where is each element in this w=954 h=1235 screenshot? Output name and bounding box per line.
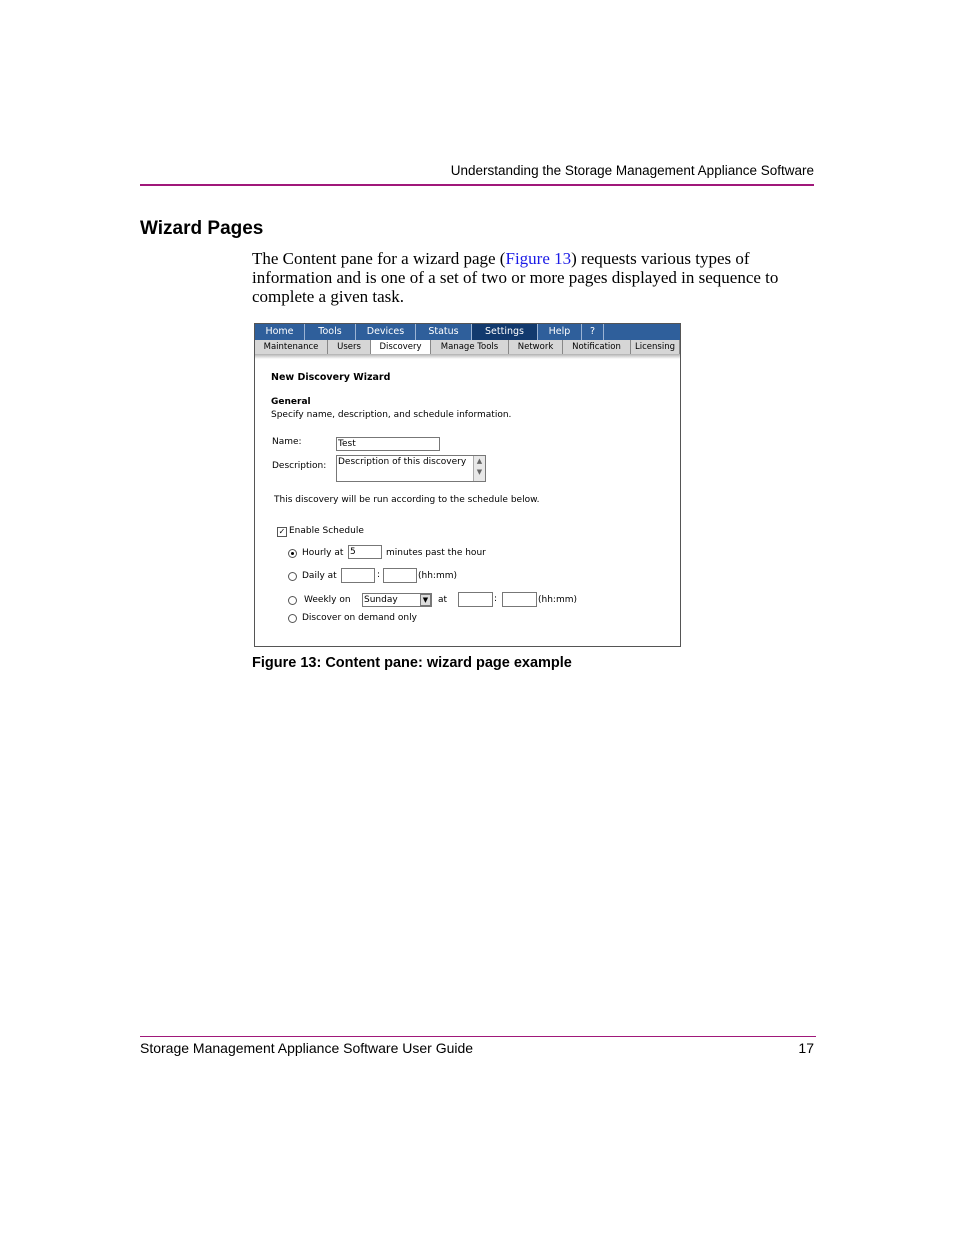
- weekly-day-value: Sunday: [364, 595, 398, 605]
- scroll-down-icon[interactable]: ▼: [476, 468, 483, 476]
- schedule-note: This discovery will be run according to the schedule below.: [274, 495, 540, 505]
- section-title: Wizard Pages: [140, 218, 264, 239]
- description-scrollbar[interactable]: [473, 456, 485, 481]
- figure-link[interactable]: Figure 13: [505, 249, 572, 268]
- figure-caption: Figure 13: Content pane: wizard page example: [252, 655, 572, 671]
- weekly-radio[interactable]: [288, 596, 297, 605]
- nav-settings[interactable]: Settings: [472, 324, 538, 340]
- body-paragraph: [252, 249, 812, 306]
- footer-title: Storage Management Appliance Software User Guide: [140, 1040, 474, 1056]
- daily-separator: :: [377, 570, 381, 580]
- hourly-label: Hourly at: [302, 548, 344, 558]
- hourly-minutes-input[interactable]: 5: [348, 545, 382, 559]
- enable-schedule-checkbox[interactable]: ✓: [278, 527, 286, 536]
- weekly-label: Weekly on: [304, 595, 351, 605]
- description-text: Description of this discovery: [338, 457, 467, 467]
- body-text-end: ) requests various types of information and is one of a set of two or more pages displayed in sequence to complete a given task.: [252, 249, 779, 306]
- daily-label: Daily at: [302, 571, 337, 581]
- tab-maintenance[interactable]: Maintenance: [255, 340, 328, 354]
- hourly-suffix: minutes past the hour: [386, 548, 486, 558]
- page-number: 17: [798, 1040, 814, 1056]
- secondary-nav: [255, 340, 680, 355]
- header-rule: [140, 184, 814, 186]
- wizard-title: New Discovery Wizard: [271, 372, 391, 383]
- tab-users[interactable]: Users: [328, 340, 371, 354]
- wizard-screenshot: [254, 323, 681, 647]
- body-text-start: The Content pane for a wizard page (: [252, 249, 506, 268]
- running-header: Understanding the Storage Management Appliance Software: [450, 163, 814, 178]
- tab-notification[interactable]: Notification: [563, 340, 631, 354]
- name-input[interactable]: Test: [336, 437, 440, 451]
- general-heading: General: [271, 397, 311, 407]
- primary-nav: [255, 324, 680, 340]
- nav-tools[interactable]: Tools: [305, 324, 356, 340]
- daily-hour-input[interactable]: [341, 568, 375, 583]
- chevron-down-icon[interactable]: ▼: [420, 594, 431, 606]
- description-textarea[interactable]: [336, 455, 486, 482]
- tab-licensing[interactable]: Licensing: [631, 340, 680, 354]
- nav-shadow: [255, 354, 680, 359]
- enable-schedule-label: Enable Schedule: [289, 526, 364, 536]
- nav-status[interactable]: Status: [416, 324, 472, 340]
- nav-about[interactable]: ?: [582, 324, 604, 340]
- nav-devices[interactable]: Devices: [356, 324, 416, 340]
- daily-radio[interactable]: [288, 572, 297, 581]
- footer-rule: [140, 1036, 816, 1037]
- name-label: Name:: [272, 437, 302, 447]
- weekly-format: (hh:mm): [538, 595, 577, 605]
- daily-minute-input[interactable]: [383, 568, 417, 583]
- nav-home[interactable]: Home: [255, 324, 305, 340]
- tab-discovery[interactable]: Discovery: [371, 340, 431, 354]
- weekly-hour-input[interactable]: [458, 592, 493, 607]
- general-description: Specify name, description, and schedule information.: [271, 410, 512, 420]
- weekly-separator: :: [494, 594, 498, 604]
- description-label: Description:: [272, 461, 327, 471]
- weekly-day-select[interactable]: [362, 593, 432, 607]
- weekly-minute-input[interactable]: [502, 592, 537, 607]
- weekly-at-label: at: [438, 595, 448, 605]
- on-demand-label: Discover on demand only: [302, 613, 417, 623]
- tab-network[interactable]: Network: [509, 340, 563, 354]
- daily-format: (hh:mm): [418, 571, 457, 581]
- on-demand-radio[interactable]: [288, 614, 297, 623]
- hourly-radio[interactable]: [288, 549, 297, 558]
- nav-help[interactable]: Help: [538, 324, 582, 340]
- scroll-up-icon[interactable]: ▲: [476, 457, 483, 465]
- tab-manage-tools[interactable]: Manage Tools: [431, 340, 509, 354]
